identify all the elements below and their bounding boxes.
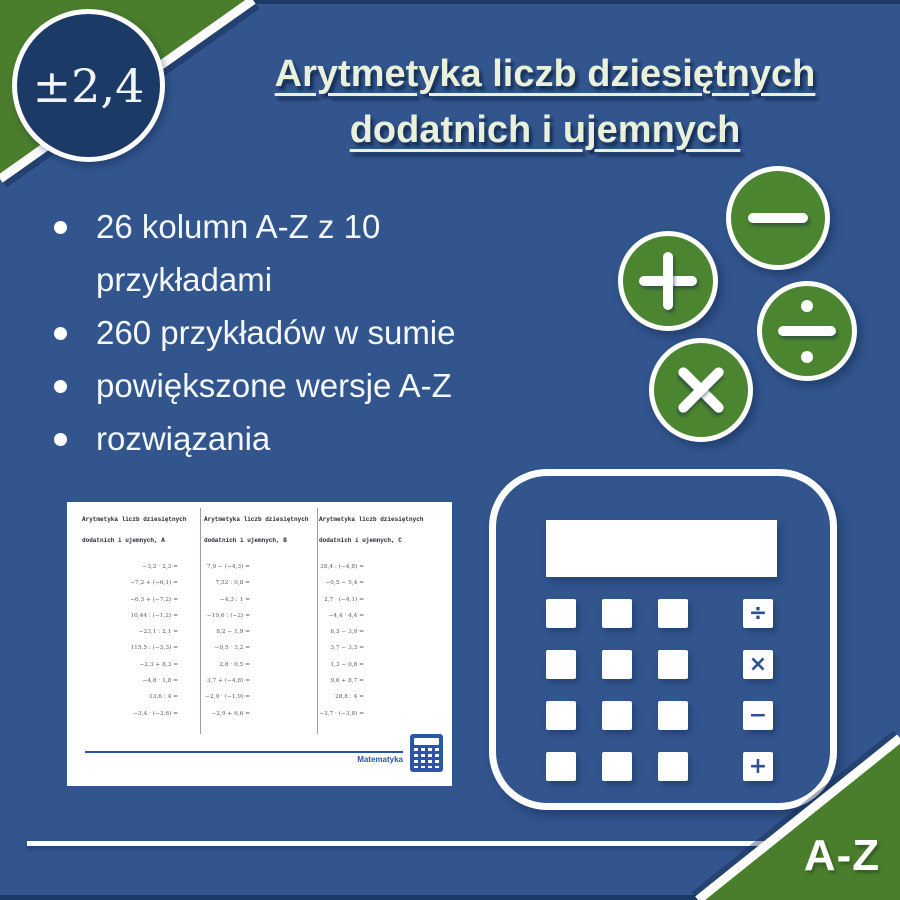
calculator-logo-icon <box>410 734 443 772</box>
header-line: dodatnich i ujemnych, C <box>319 537 402 544</box>
worksheet-problem: 10,44 : (−1,2) = <box>130 612 178 619</box>
calculator-key <box>546 752 576 781</box>
plus-icon <box>623 236 713 326</box>
worksheet-problem: −4,3 : 1 = <box>219 596 250 603</box>
worksheet-problem: 13,6 : 4 = <box>149 694 178 701</box>
calculator-times-key: × <box>743 650 773 679</box>
worksheet-problem: −4,4 · 4,4 = <box>328 612 364 619</box>
divide-icon <box>762 286 852 376</box>
worksheet-preview <box>67 502 452 786</box>
worksheet-problem: −7,2 + (−6,1) = <box>130 580 178 587</box>
worksheet-problem: 1,3 − 0,8 = <box>330 661 364 668</box>
worksheet-problem: −4,8 · 1,8 = <box>142 678 178 685</box>
plus-operator-circle <box>618 231 718 331</box>
worksheet-problem: 7,9 − (−4,3) = <box>206 564 250 570</box>
worksheet-problem: −0,5 − 5,4 = <box>325 580 364 587</box>
calculator-key <box>658 599 688 628</box>
calculator-display <box>546 520 777 577</box>
calculator-key <box>602 599 632 628</box>
calculator-key <box>658 650 688 679</box>
calculator-key <box>546 650 576 679</box>
feature-item: powiększone wersje A-Z <box>44 359 514 412</box>
title-line-1: Arytmetyka liczb dziesiętnych <box>274 53 816 95</box>
worksheet-problem: 3,7 − 3,3 = <box>330 645 364 652</box>
worksheet-problem: 2,8 · 0,5 = <box>219 661 250 668</box>
worksheet-column-c-header <box>319 516 423 558</box>
header-line: Arytmetyka liczb dziesiętnych <box>82 516 187 523</box>
worksheet-footer-line <box>85 751 403 753</box>
calculator-key <box>658 701 688 730</box>
header-line: dodatnich i ujemnych, B <box>204 537 287 544</box>
calculator-key <box>546 701 576 730</box>
worksheet-problem: 6,3 − 3,9 = <box>330 629 364 636</box>
worksheet-problem: −19,6 : (−2) = <box>206 612 250 619</box>
calculator-key <box>602 701 632 730</box>
feature-list <box>44 200 514 465</box>
mini-calc-keys <box>414 748 439 768</box>
worksheet-problem: 8,2 − 1,9 = <box>216 629 250 636</box>
worksheet-column-b-problems <box>187 559 250 722</box>
calculator-number-keys <box>546 599 688 781</box>
plus-minus-badge <box>12 9 165 162</box>
worksheet-problem: −6,3 + (−7,2) = <box>130 596 178 603</box>
page-title <box>195 46 895 158</box>
times-operator-circle <box>649 338 753 442</box>
bottom-divider-line <box>27 841 765 846</box>
minus-icon <box>731 171 825 265</box>
worksheet-problem: 9,6 + 8,7 = <box>330 678 364 685</box>
calculator-key <box>658 752 688 781</box>
worksheet-problem: 2,7 · (−4,1) = <box>323 596 364 603</box>
badge-label: ±2,4 <box>32 58 145 113</box>
worksheet-problem: −0,5 · 3,2 = <box>214 645 250 652</box>
divide-operator-circle <box>757 281 857 381</box>
worksheet-problem: −2,9 + 6,6 = <box>211 710 250 717</box>
worksheet-problem: 7,52 : 0,8 = <box>215 580 250 587</box>
calculator-key <box>602 650 632 679</box>
worksheet-problem: 28,8 : 4 = <box>335 694 364 701</box>
worksheet-problem: −2,3 + 8,3 = <box>139 661 178 668</box>
minus-operator-circle <box>726 166 830 270</box>
worksheet-problem: 38,4 : (−4,8) = <box>320 564 364 570</box>
worksheet-brand: Matematyka <box>357 755 403 764</box>
worksheet-problem: −23,1 : 2,1 = <box>138 629 178 636</box>
calculator-divide-key: ÷ <box>743 599 773 628</box>
calculator-plus-key: + <box>743 752 773 781</box>
worksheet-problem: −3,2 · 2,3 = <box>142 564 178 570</box>
worksheet-problem: −3,4 · (−3,6) = <box>133 710 178 717</box>
worksheet-problem: −2,9 · (−1,9) = <box>205 694 250 701</box>
header-line: Arytmetyka liczb dziesiętnych <box>204 516 309 523</box>
calculator-key <box>546 599 576 628</box>
feature-item: rozwiązania <box>44 412 514 465</box>
corner-az-badge: A-Z <box>803 831 881 880</box>
feature-item: 260 przykładów w sumie <box>44 306 514 359</box>
mini-calc-display <box>414 738 439 745</box>
worksheet-column-a-header <box>82 516 186 558</box>
calculator-minus-key: − <box>743 701 773 730</box>
worksheet-problem: 3,7 + (−4,8) = <box>206 678 250 685</box>
header-line: dodatnich i ujemnych, A <box>82 537 165 544</box>
worksheet-column-b-header <box>204 516 308 558</box>
header-line: Arytmetyka liczb dziesiętnych <box>319 516 424 523</box>
times-icon <box>635 324 768 457</box>
worksheet-column-c-problems <box>289 559 364 722</box>
worksheet-problem: 115,5 : (−3,3) = <box>130 645 178 652</box>
title-line-2: dodatnich i ujemnych <box>349 109 741 151</box>
worksheet-column-a-problems <box>77 559 178 722</box>
feature-item: 26 kolumn A-Z z 10 przykładami <box>44 200 514 306</box>
calculator-key <box>602 752 632 781</box>
worksheet-problem: −3,7 · (−3,8) = <box>319 710 364 717</box>
